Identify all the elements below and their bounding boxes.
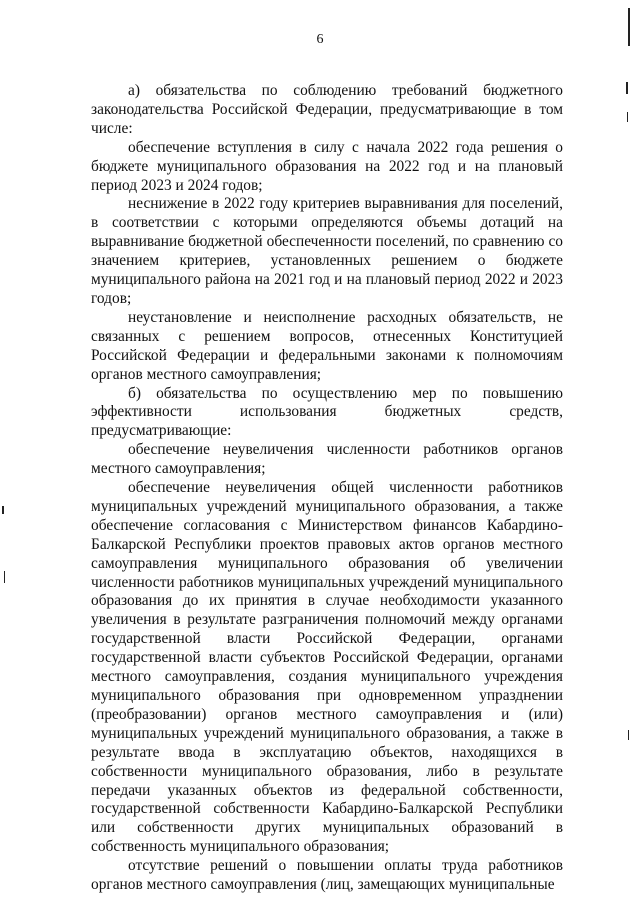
scan-mark-left-2 [4, 571, 5, 583]
scan-mark-right-lower [627, 112, 628, 122]
paragraph-staff-numbers: обеспечение неувеличения численности работников органов местного самоуправления; [91, 441, 563, 478]
paragraph-expenditure-obligations: неустановление и неисполнение расходных обязательств, не связанных с решением вопросов, отнесенных Конституцией Российской Федерации и федеральными законами к полномочиям органов местного самоуправления; [91, 308, 563, 383]
paragraph-equalization-criteria: неснижение в 2022 году критериев выравнивания для поселений, в соответствии с которыми определяются объемы дотаций на выравнивание бюджетной обеспеченности поселений, по сравнению со значением критериев, установленных решением о бюджете муниципального района на 2021 год и на плановый период 2022 и 2023 годов; [91, 195, 563, 307]
scan-mark-right-top [628, 8, 630, 46]
document-body [91, 82, 563, 895]
page-number: 6 [316, 32, 324, 47]
paragraph-salary-increase: отсутствие решений о повышении оплаты труда работников органов местного самоуправления (лиц, замещающих муниципальные [91, 857, 563, 894]
paragraph-institution-staff: обеспечение неувеличения общей численности работников муниципальных учреждений муниципального образования, а также обеспечение согласования с Министерством финансов Кабардино-Балкарской Республики проектов правовых актов органов местного самоуправления муниципального образования об увеличении численности работников муниципальных учреждений муниципального образования до их принятия в случае необходимости указанного увеличения в результате разграничения полномочий между органами государственной власти Российской Федерации, органами государственной власти субъектов Российской Федерации, органами местного самоуправления, создания муниципального учреждения муниципального образования при одновременном упразднении (преобразовании) органов местного самоуправления и (или) муниципальных учреждений муниципального образования, а также в результате ввода в эксплуатацию объектов, находящихся в собственности муниципального образования, либо в результате передачи указанных объектов из федеральной собственности, государственной собственности Кабардино-Балкарской Республики или собственности других муниципальных образований в собственность муниципального образования; [91, 479, 563, 856]
paragraph-obligations-budget-law: а) обязательства по соблюдению требований бюджетного законодательства Российской Федерации, предусматривающие в том числе: [91, 82, 563, 137]
scan-mark-left-1 [2, 506, 4, 514]
paragraph-efficiency-measures: б) обязательства по осуществлению мер по повышению эффективности использования бюджетных средств, предусматривающие: [91, 384, 563, 440]
scan-mark-right-mid [626, 82, 628, 94]
paragraph-budget-decision-entry: обеспечение вступления в силу с начала 2022 года решения о бюджете муниципального образования на 2022 год и на плановый период 2023 и 2024 годов; [91, 138, 563, 194]
scan-mark-right-bottom [628, 730, 629, 740]
